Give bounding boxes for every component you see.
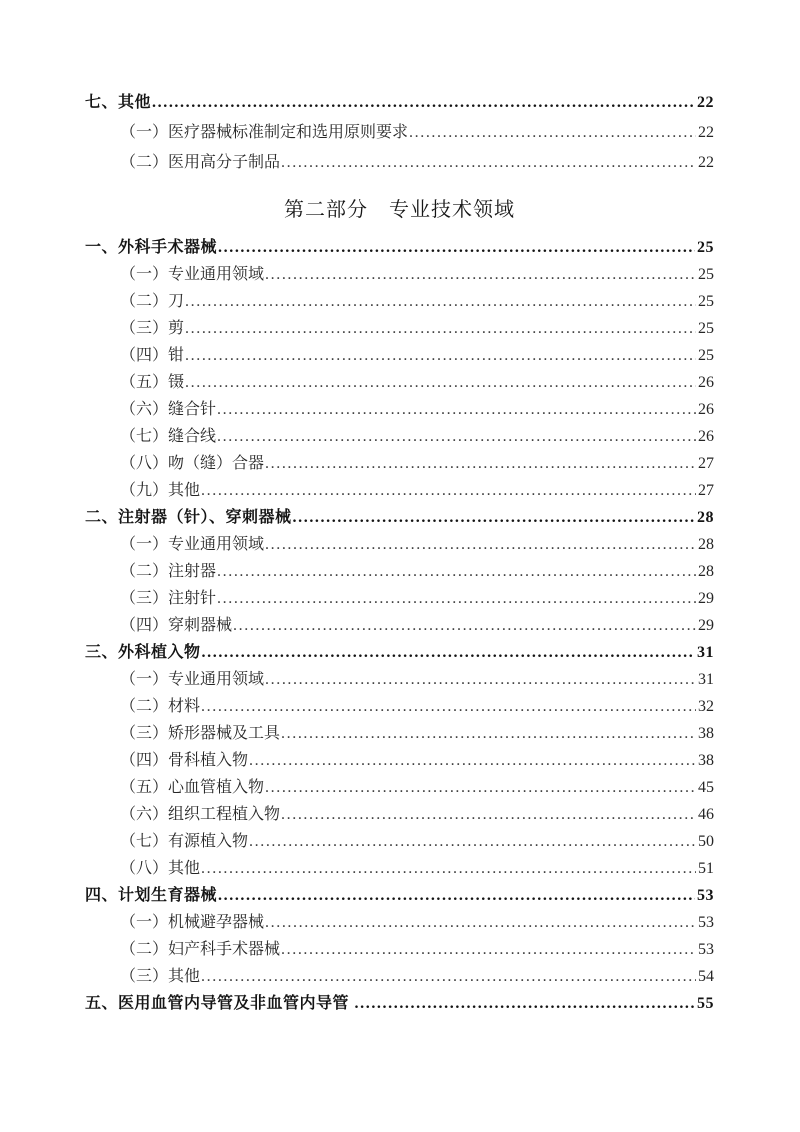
toc-entry-section: [85, 963, 714, 990]
toc-entry-title: 二、注射器（针）、穿刺器械: [85, 509, 292, 526]
toc-entry-chapter: [85, 990, 714, 1017]
toc-entry-chapter: [85, 882, 714, 909]
toc-entry-section: [85, 261, 714, 288]
toc-entry-section: [85, 288, 714, 315]
toc-entry-title: （三）矫形器械及工具: [120, 725, 281, 742]
toc-page-number: 29: [698, 617, 714, 634]
toc-page-number: 53: [698, 941, 714, 958]
toc-page-number: 22: [698, 124, 714, 141]
dot-leader: [265, 774, 696, 801]
toc-entry-section: [85, 148, 714, 178]
toc-page-number: 28: [698, 563, 714, 580]
toc-entry-title: （二）医用高分子制品: [120, 154, 281, 171]
dot-leader: [201, 855, 696, 882]
toc-entry-title: （五）镊: [120, 374, 185, 391]
toc-page-number: 51: [698, 860, 714, 877]
toc-page-number: 32: [698, 698, 714, 715]
toc-entry-title: （七）缝合线: [120, 428, 217, 445]
dot-leader: [281, 720, 696, 747]
toc-entry-title: （六）组织工程植入物: [120, 806, 281, 823]
toc-page-number: 28: [697, 509, 714, 526]
toc-page-number: 46: [698, 806, 714, 823]
toc-page-number: 25: [698, 347, 714, 364]
dot-leader: [265, 909, 696, 936]
toc-entry-chapter: [85, 88, 714, 118]
toc-entry-section: [85, 423, 714, 450]
toc-entry-section: [85, 118, 714, 148]
toc-page-number: 27: [698, 482, 714, 499]
toc-page-number: 25: [697, 239, 714, 256]
toc-page-number: 26: [698, 428, 714, 445]
dot-leader: [185, 342, 696, 369]
toc-entry-chapter: [85, 234, 714, 261]
toc-entry-title: 三、外科植入物: [85, 644, 201, 661]
dot-leader: [409, 118, 696, 148]
toc-page-number: 25: [698, 320, 714, 337]
toc-page-number: 29: [698, 590, 714, 607]
dot-leader: [265, 261, 696, 288]
toc-entry-title: （一）专业通用领域: [120, 536, 265, 553]
toc-entry-section: [85, 693, 714, 720]
toc-entry-title: （二）刀: [120, 293, 185, 310]
toc-page-number: 25: [698, 293, 714, 310]
toc-entry-section: [85, 747, 714, 774]
dot-leader: [152, 88, 695, 118]
toc-entry-title: （二）妇产科手术器械: [120, 941, 281, 958]
toc-page-number: 45: [698, 779, 714, 796]
dot-leader: [185, 369, 696, 396]
toc-page-number: 55: [697, 995, 714, 1012]
toc-page-number: 22: [697, 94, 714, 111]
toc-entry-section: [85, 666, 714, 693]
toc-page-number: 25: [698, 266, 714, 283]
toc-entry-section: [85, 531, 714, 558]
toc-page-number: 53: [697, 887, 714, 904]
toc-entry-section: [85, 558, 714, 585]
toc-entry-title: （六）缝合针: [120, 401, 217, 418]
toc-page-number: 27: [698, 455, 714, 472]
dot-leader: [202, 639, 695, 666]
toc-entry-title: （一）机械避孕器械: [120, 914, 265, 931]
dot-leader: [218, 234, 695, 261]
dot-leader: [233, 612, 696, 639]
toc-entry-title: （三）注射针: [120, 590, 217, 607]
dot-leader: [281, 801, 696, 828]
toc-page-number: 53: [698, 914, 714, 931]
toc-entry-title: （五）心血管植入物: [120, 779, 265, 796]
toc-entry-title: （三）其他: [120, 968, 201, 985]
dot-leader: [249, 747, 696, 774]
toc-entry-title: （一）专业通用领域: [120, 671, 265, 688]
toc-entry-section: [85, 720, 714, 747]
toc-entry-title: （一）医疗器械标准制定和选用原则要求: [120, 124, 409, 141]
toc-entry-title: （二）材料: [120, 698, 201, 715]
toc-entry-title: 一、外科手术器械: [85, 239, 218, 256]
toc-entry-title: （四）穿刺器械: [120, 617, 233, 634]
toc-entry-title: （八）其他: [120, 860, 201, 877]
dot-leader: [217, 558, 696, 585]
toc-page-number: 26: [698, 374, 714, 391]
dot-leader: [265, 450, 696, 477]
toc-entry-title: （七）有源植入物: [120, 833, 249, 850]
dot-leader: [217, 585, 696, 612]
part-heading: 第二部分 专业技术领域: [284, 199, 515, 221]
dot-leader: [201, 477, 696, 504]
toc-entry-title: （四）钳: [120, 347, 185, 364]
dot-leader: [355, 990, 695, 1017]
toc-entry-section: [85, 585, 714, 612]
toc-page-number: 50: [698, 833, 714, 850]
toc-entry-title: （三）剪: [120, 320, 185, 337]
dot-leader: [218, 882, 695, 909]
toc-page-number: 38: [698, 725, 714, 742]
dot-leader: [281, 148, 696, 178]
toc-entry-section: [85, 612, 714, 639]
dot-leader: [201, 693, 696, 720]
toc-page-number: 31: [697, 644, 714, 661]
toc-entry-title: （八）吻（缝）合器: [120, 455, 265, 472]
toc-entry-section: [85, 801, 714, 828]
toc-entry-section: [85, 315, 714, 342]
dot-leader: [217, 396, 696, 423]
toc-entry-section: [85, 828, 714, 855]
toc-entry-section: [85, 855, 714, 882]
toc-group-top: [85, 88, 714, 178]
toc-entry-title: （四）骨科植入物: [120, 752, 249, 769]
dot-leader: [281, 936, 696, 963]
toc-entry-section: [85, 396, 714, 423]
toc-group-part2: [85, 234, 714, 1017]
toc-entry-section: [85, 450, 714, 477]
toc-page-number: 38: [698, 752, 714, 769]
toc-entry-section: [85, 369, 714, 396]
toc-entry-title: 四、计划生育器械: [85, 887, 218, 904]
toc-entry-section: [85, 936, 714, 963]
toc-entry-section: [85, 909, 714, 936]
toc-entry-title: 五、医用血管内导管及非血管内导管: [85, 995, 354, 1012]
toc-entry-title: （二）注射器: [120, 563, 217, 580]
dot-leader: [249, 828, 696, 855]
dot-leader: [217, 423, 696, 450]
dot-leader: [265, 531, 696, 558]
toc-entry-section: [85, 477, 714, 504]
toc-page-number: 54: [698, 968, 714, 985]
toc-page-number: 28: [698, 536, 714, 553]
toc-entry-section: [85, 342, 714, 369]
toc-page-number: 31: [698, 671, 714, 688]
dot-leader: [185, 288, 696, 315]
dot-leader: [265, 666, 696, 693]
toc-entry-title: 七、其他: [85, 94, 152, 111]
toc-entry-section: [85, 774, 714, 801]
toc-entry-chapter: [85, 504, 714, 531]
toc-entry-chapter: [85, 639, 714, 666]
dot-leader: [293, 504, 695, 531]
toc-page-number: 22: [698, 154, 714, 171]
dot-leader: [201, 963, 696, 990]
toc-entry-title: （一）专业通用领域: [120, 266, 265, 283]
dot-leader: [185, 315, 696, 342]
toc-page-number: 26: [698, 401, 714, 418]
toc-entry-title: （九）其他: [120, 482, 201, 499]
